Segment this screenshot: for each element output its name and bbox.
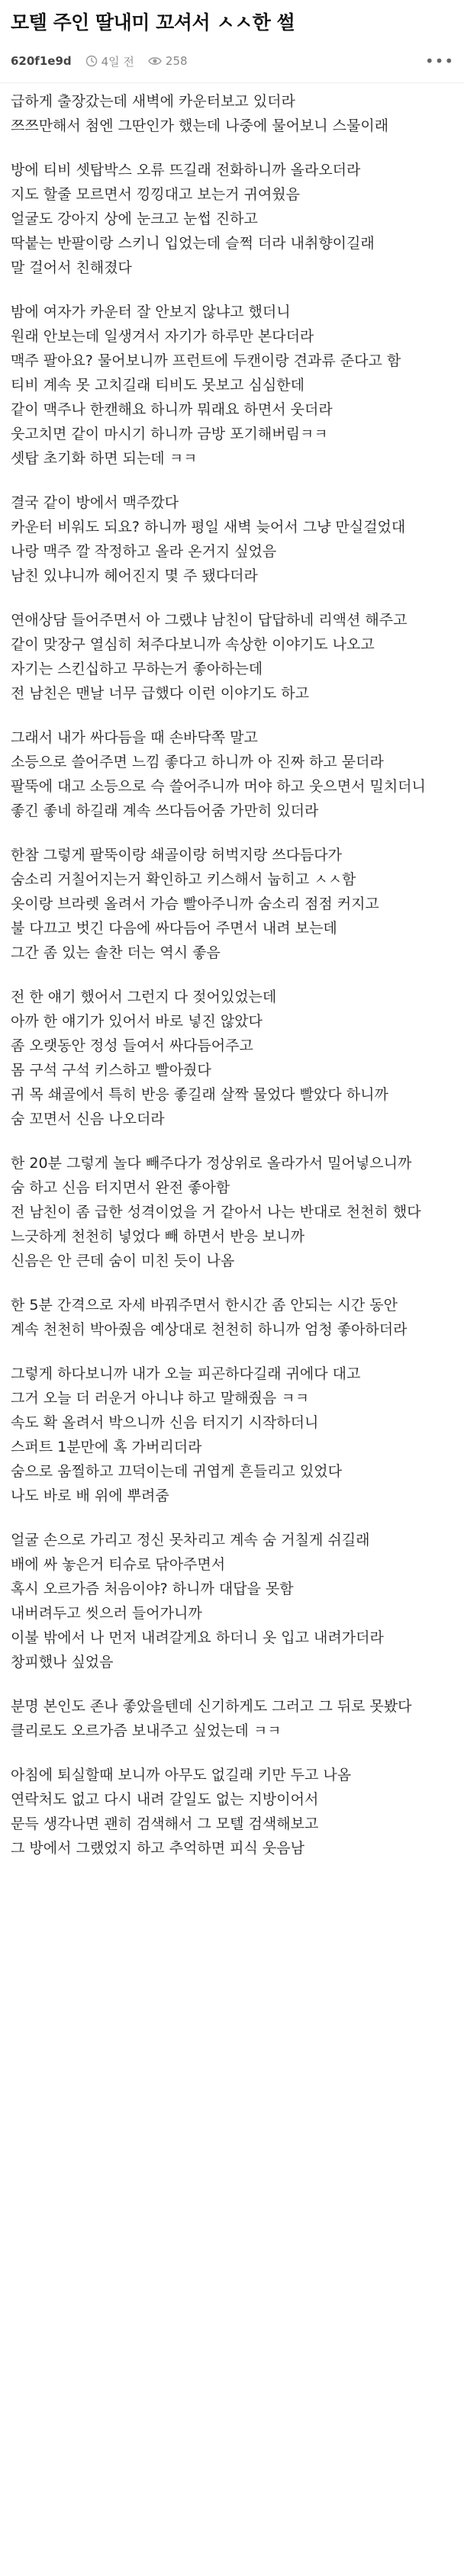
clock-icon — [85, 55, 98, 67]
post-text-line: 한참 그렇게 팔뚝이랑 쇄골이랑 허벅지랑 쓰다듬다가 — [11, 847, 342, 863]
post-text-line: 티비 계속 못 고치길래 티비도 못보고 심심한데 — [11, 377, 304, 394]
more-options-button[interactable] — [426, 50, 453, 72]
post-paragraph — [11, 1763, 453, 1860]
post-text-line: 숨소리 거칠어지는거 확인하고 키스해서 눕히고 ㅅㅅ함 — [11, 871, 356, 888]
post-paragraph — [11, 490, 453, 588]
post-text-line: 연락처도 없고 다시 내려 갈일도 없는 지방이어서 — [11, 1791, 319, 1808]
post-time — [85, 53, 134, 69]
author-name[interactable]: 620f1e9d — [11, 54, 72, 68]
title-bar — [0, 0, 464, 40]
post-text-line: 그간 좀 있는 솔찬 더는 역시 좋음 — [11, 944, 221, 961]
view-count-text: 258 — [165, 54, 188, 68]
post-paragraph — [11, 1362, 453, 1508]
more-icon: ••• — [424, 52, 455, 70]
post-meta — [0, 40, 464, 83]
post-text-line: 내버려두고 씻으러 들어가니까 — [11, 1605, 202, 1622]
post-paragraph — [11, 300, 453, 471]
post-text-line: 같이 맞장구 열심히 쳐주다보니까 속상한 이야기도 나오고 — [11, 636, 375, 653]
post-text-line: 자기는 스킨십하고 무하는거 좋아하는데 — [11, 661, 263, 677]
post-text-line: 귀 목 쇄골에서 특히 반응 좋길래 살짝 물었다 빨았다 하니까 — [11, 1086, 388, 1103]
post-text-line: 스퍼트 1분만에 혹 가버리더라 — [11, 1439, 202, 1455]
post-text-line: 말 걸어서 친해졌다 — [11, 259, 132, 276]
post-text-line: 한 20분 그렇게 놀다 빼주다가 정상위로 올라가서 밀어넣으니까 — [11, 1155, 412, 1172]
post-text-line: 그래서 내가 싸다듬을 때 손바닥쪽 말고 — [11, 729, 258, 746]
post-text-line: 아침에 퇴실할때 보니까 아무도 없길래 키만 두고 나옴 — [11, 1767, 352, 1783]
post-text-line: 느긋하게 천천히 넣었다 빼 하면서 반응 보니까 — [11, 1228, 304, 1245]
post-text-line: 그거 오늘 더 러운거 아니냐 하고 말해줬음 ㅋㅋ — [11, 1390, 310, 1407]
post-paragraph — [11, 725, 453, 823]
post-text-line: 결국 같이 방에서 맥주깠다 — [11, 494, 179, 511]
post-text-line: 좋긴 좋네 하길래 계속 쓰다듬어줌 가만히 있더라 — [11, 802, 319, 819]
post-text-line: 팔뚝에 대고 소등으로 슥 쓸어주니까 머야 하고 웃으면서 밀치더니 — [11, 778, 426, 795]
post-text-line: 급하게 출장갔는데 새벽에 카운터보고 있더라 — [11, 93, 295, 110]
post-text-line: 원래 안보는데 일생겨서 자기가 하루만 본다더라 — [11, 328, 314, 345]
post-text-line: 이불 밖에서 나 먼저 내려갈게요 하더니 옷 입고 내려가더라 — [11, 1629, 384, 1646]
post-text-line: 카운터 비워도 되요? 하니까 평일 새벽 늦어서 그냥 만실걸었대 — [11, 519, 406, 535]
post-text-line: 셋탑 초기화 하면 되는데 ㅋㅋ — [11, 450, 198, 467]
post-text-line: 숨으로 움찔하고 끄덕이는데 귀엽게 흔들리고 있었다 — [11, 1463, 342, 1480]
post-text-line: 연애상담 들어주면서 아 그랬냐 남친이 답답하네 리액션 해주고 — [11, 612, 408, 629]
post-text-line: 숨 꼬면서 신음 나오더라 — [11, 1111, 165, 1127]
post-text-line: 혹시 오르가즘 처음이야? 하니까 대답을 못함 — [11, 1581, 294, 1597]
post-text-line: 얼굴 손으로 가리고 정신 못차리고 계속 숨 거칠게 쉬길래 — [11, 1532, 370, 1548]
post-text-line: 분명 본인도 존나 좋았을텐데 신기하게도 그러고 그 뒤로 못봤다 — [11, 1698, 412, 1715]
post-paragraph — [11, 985, 453, 1131]
post-text-line: 배에 싸 놓은거 티슈로 닦아주면서 — [11, 1556, 226, 1573]
post-title: 모텔 주인 딸내미 꼬셔서 ㅅㅅ한 썰 — [11, 11, 295, 34]
post-text-line: 전 한 얘기 했어서 그런지 다 젖어있었는데 — [11, 989, 277, 1005]
post-text-line: 웃고치면 같이 마시기 하니까 금방 포기해버림ㅋㅋ — [11, 426, 328, 442]
post-text-line: 그 방에서 그랬었지 하고 추억하면 피식 웃음남 — [11, 1840, 304, 1857]
post-text-line: 전 남친은 맨날 너무 급했다 이런 이야기도 하고 — [11, 685, 310, 702]
post-text-line: 옷이랑 브라렛 올려서 가슴 빨아주니까 숨소리 점점 커지고 — [11, 896, 379, 912]
post-text-line: 불 다끄고 벗긴 다음에 싸다듬어 주면서 내려 보는데 — [11, 920, 337, 937]
post-paragraph — [11, 843, 453, 965]
post-text-line: 숨 하고 신음 터지면서 완전 좋아함 — [11, 1179, 230, 1196]
post-text-line: 몸 구석 구석 키스하고 빨아줬다 — [11, 1062, 211, 1079]
post-text-line: 아까 한 얘기가 있어서 바로 넣진 않았다 — [11, 1013, 263, 1030]
post-text-line: 창피했나 싶었음 — [11, 1654, 114, 1671]
post-text-line: 나도 바로 배 위에 뿌려줌 — [11, 1487, 169, 1504]
view-count — [148, 54, 188, 68]
post-paragraph — [11, 158, 453, 280]
post-text-line: 쯔쯔만해서 첨엔 그딴인가 했는데 나중에 물어보니 스물이래 — [11, 117, 389, 134]
post-paragraph — [11, 1528, 453, 1674]
post-text-line: 딱붙는 반팔이랑 스키니 입었는데 슬쩍 더라 내취향이길래 — [11, 235, 375, 252]
post-paragraph — [11, 1694, 453, 1743]
post-text-line: 문득 생각나면 괜히 검색해서 그 모텔 검색해보고 — [11, 1815, 319, 1832]
post-text-line: 소등으로 쓸어주면 느낌 좋다고 하니까 아 진짜 하고 묻더라 — [11, 754, 384, 770]
post-text-line: 클리로도 오르가즘 보내주고 싶었는데 ㅋㅋ — [11, 1722, 282, 1739]
eye-icon — [148, 56, 162, 66]
post-body — [0, 83, 464, 1860]
post-text-line: 전 남친이 좀 급한 성격이었을 거 같아서 나는 반대로 천천히 했다 — [11, 1204, 421, 1220]
post-paragraph — [11, 1151, 453, 1273]
post-text-line: 속도 확 올려서 박으니까 신음 터지기 시작하더니 — [11, 1414, 319, 1431]
post-text-line: 좀 오랫동안 정성 들여서 싸다듬어주고 — [11, 1037, 253, 1054]
post-paragraph — [11, 89, 453, 138]
post-text-line: 나랑 맥주 깔 작정하고 올라 온거지 싶었음 — [11, 543, 277, 560]
post-text-line: 한 5분 간격으로 자세 바꿔주면서 한시간 좀 안되는 시간 동안 — [11, 1297, 398, 1314]
post-text-line: 맥주 팔아요? 물어보니까 프런트에 두캔이랑 견과류 준다고 함 — [11, 352, 401, 369]
post-text-line: 지도 할줄 모르면서 낑낑대고 보는거 귀여웠음 — [11, 186, 300, 203]
post-text-line: 계속 천천히 박아줬음 예상대로 천천히 하니까 엄청 좋아하더라 — [11, 1321, 408, 1338]
post-text-line: 방에 티비 셋탑박스 오류 뜨길래 전화하니까 올라오더라 — [11, 162, 361, 178]
post-paragraph — [11, 1293, 453, 1342]
post-text-line: 같이 맥주나 한캔해요 하니까 뭐래요 하면서 웃더라 — [11, 401, 333, 418]
post-text-line: 남친 있냐니까 헤어진지 몇 주 됐다더라 — [11, 568, 258, 584]
post-text-line: 밤에 여자가 카운터 잘 안보지 않냐고 했더니 — [11, 304, 291, 320]
post-text-line: 그렇게 하다보니까 내가 오늘 피곤하다길래 귀에다 대고 — [11, 1365, 361, 1382]
post-text-line: 얼굴도 강아지 상에 눈크고 눈썹 진하고 — [11, 211, 258, 227]
post-paragraph — [11, 608, 453, 706]
post-text-line: 신음은 안 큰데 숨이 미친 듯이 나옴 — [11, 1253, 235, 1269]
post-time-text: 4일 전 — [101, 54, 134, 69]
